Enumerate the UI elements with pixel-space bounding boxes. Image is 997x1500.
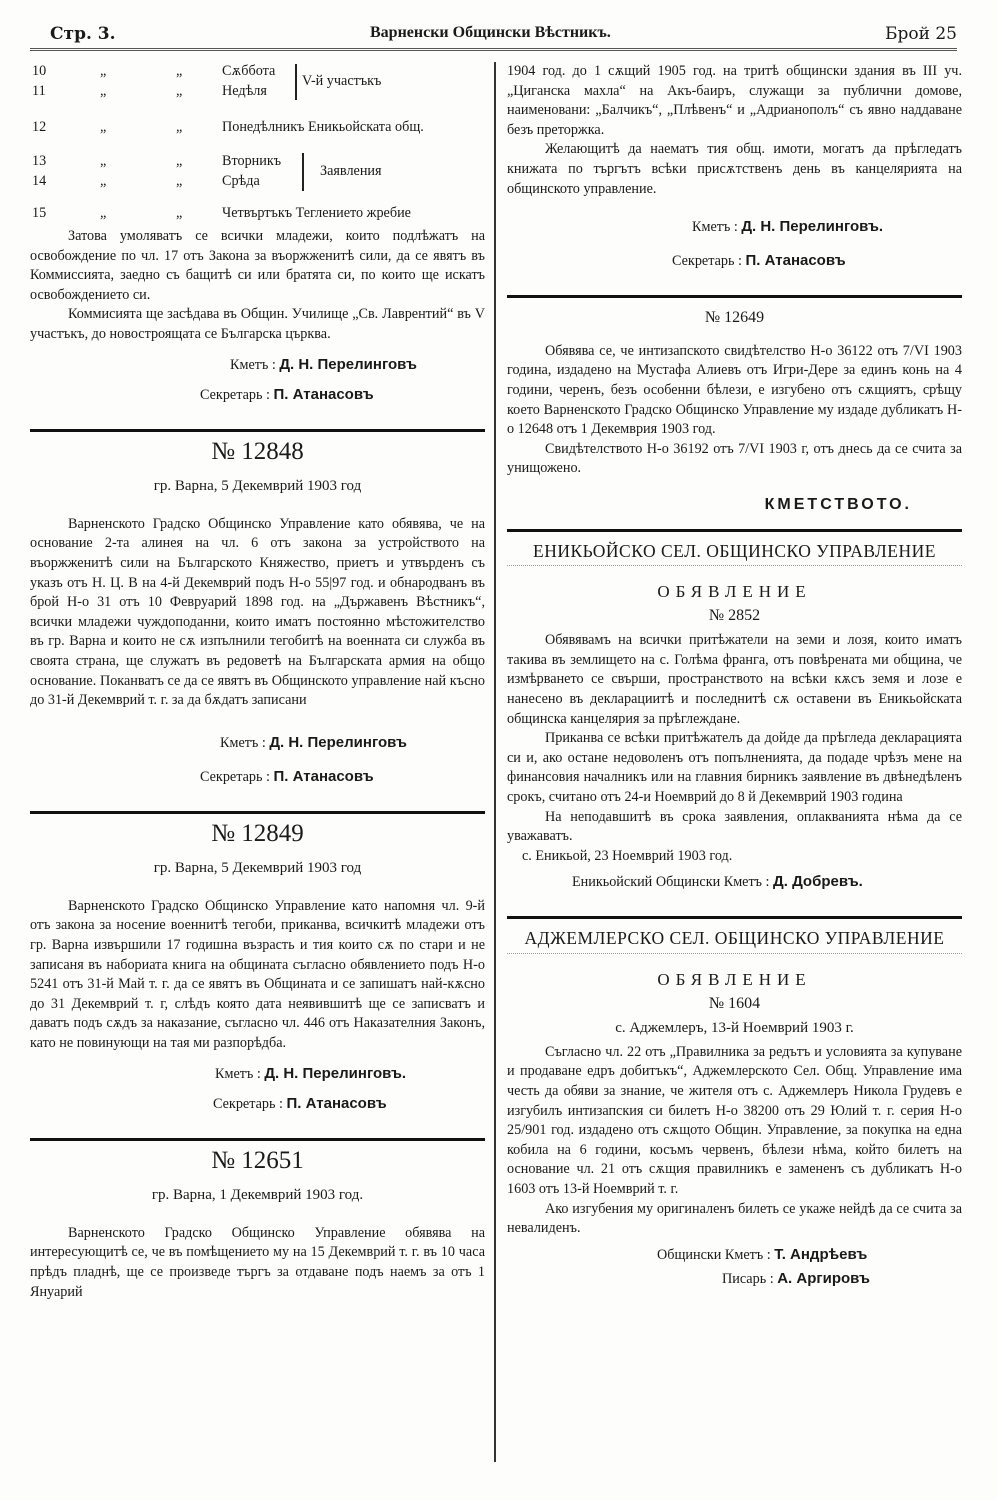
- section-rule: [30, 1138, 485, 1141]
- schedule-brace: [295, 64, 297, 100]
- paragraph: Свидѣтелството Н-о 36192 отъ 7/VI 1903 г, отъ днесь да се счита за унищожено.: [507, 440, 962, 477]
- schedule-num: 14: [32, 173, 47, 189]
- schedule-day: Срѣда: [222, 173, 260, 189]
- page-number: Стр. 3.: [50, 24, 116, 44]
- signature-name: П. Атанасовъ: [273, 767, 374, 785]
- paragraph: 1904 год. до 1 сѫщий 1905 год. на тритѣ общински здания въ III уч. „Циганска махла“ на Акъ-баиръ, служащи за публични домове, наименовани: „Балчикъ“, „Плѣвенъ“ и „Адрианополъ“ съ явно наддаване безъ преторжка.: [507, 63, 962, 138]
- section-rule: [507, 529, 962, 532]
- signature-role: Секретарь :: [200, 768, 270, 785]
- paragraph: Варненското Градско Общинско Управление обявява на интересующитѣ се, че въ помѣщението му на 15 Декемврий т. г. въ 10 часа прѣдъ пладнѣ, ще се произведе търгъ за отдаване подъ наемъ за отъ 1 Януарий: [30, 1224, 485, 1300]
- signature-role: Кметъ :: [220, 734, 266, 751]
- signature-role: Писарь :: [722, 1270, 774, 1287]
- notice-number: № 12649: [704, 309, 765, 327]
- column-divider: [494, 62, 496, 1462]
- section-heading: АДЖЕМЛЕРСКО СЕЛ. ОБЩИНСКО УПРАВЛЕНИЕ: [507, 929, 962, 954]
- ditto-mark: „: [100, 119, 107, 135]
- schedule-note: Заявления: [320, 163, 382, 179]
- schedule-row: [30, 82, 485, 102]
- schedule-num: 10: [32, 63, 47, 79]
- notice-number: № 12849: [211, 819, 304, 847]
- paragraph: На неподавшитѣ въ срока заявления, оплакванията нѣма да се уважаватъ.: [507, 808, 962, 845]
- signature-role: Секретарь :: [213, 1095, 283, 1112]
- signature-name: Д. Н. Перелинговъ.: [741, 218, 884, 236]
- ditto-mark: „: [100, 83, 107, 99]
- schedule-row: [30, 118, 485, 138]
- signature-name: Д. Н. Перелинговъ: [269, 733, 407, 751]
- schedule-brace: [302, 153, 304, 191]
- page-header: [40, 20, 957, 50]
- signature-block: [507, 872, 962, 902]
- ditto-mark: „: [100, 153, 107, 169]
- schedule-day: Вторникъ: [222, 153, 282, 169]
- paragraph: Желающитѣ да наематъ тия общ. имоти, могатъ да прѣгледатъ книжата по търгътъ всѣки присѫтственъ день въ канцелярията на общинското управление.: [507, 141, 962, 197]
- notice-number: № 1604: [708, 994, 761, 1012]
- ditto-mark: „: [176, 173, 183, 189]
- signature-block: [30, 1060, 485, 1124]
- section-rule: [507, 916, 962, 919]
- notice-date: с. Аджемлеръ, 13-й Ноемврий 1903 г.: [615, 1020, 854, 1037]
- paragraph: Обявява се, че интизапското свидѣтелство Н-о 36122 отъ 7/VI 1903 година, издадено на Мустафа Алиевъ отъ Игри-Дере за единъ конь на 4 години, черенъ, безъ особенни бѣлези, е изгубено отъ сѫщиятъ, срѣщу което Варненското Градско Общинско Управление му издаде дубликатъ Н-о 12648 отъ 1 Декемврия 1903 год.: [507, 342, 962, 438]
- paragraph: Съгласно чл. 22 отъ „Правилника за редътъ и условията за купуване и продаване едръ добитъкъ“, Аджемлерското Сел. Общ. Управление има честь да обяви за знание, че жителя отъ с. Аджемлеръ Никола Грудевъ е изгубилъ интизапския си билетъ Н-о 38200 отъ 29 Юлий т. г. серия Н-о 25/901 год. издадено отъ сѫщото Общин. Управление, за покупка на една кобила на 6 години, косъмъ червенъ, бѣлези нѣма, който билетъ на основание чл. 21 отъ сѫщия правилникъ е замененъ съ дубликатъ Н-о 1603 отъ 13-й Ноемврий т. г.: [507, 1043, 962, 1197]
- signature-name: П. Атанасовъ: [286, 1094, 387, 1112]
- issue-number: Брой 25: [885, 24, 957, 44]
- schedule-num: 15: [32, 205, 47, 221]
- left-column: [30, 62, 485, 1302]
- notice-number: № 12651: [211, 1146, 304, 1174]
- signature-name: Д. Добревъ.: [773, 873, 863, 891]
- schedule-day: Сѫббота: [222, 63, 276, 79]
- signature-role: Секретарь :: [200, 386, 270, 403]
- signature-role: Секретарь :: [672, 253, 742, 270]
- right-column: [507, 62, 962, 1299]
- schedule-num: 13: [32, 153, 47, 169]
- signature-role: Кметъ :: [692, 219, 738, 236]
- signature-role: Общински Кметъ :: [657, 1246, 771, 1263]
- signature-name: Д. Н. Перелинговъ.: [264, 1064, 407, 1082]
- section-rule: [30, 811, 485, 814]
- section-heading: ЕНИКЬОЙСКО СЕЛ. ОБЩИНСКО УПРАВЛЕНИЕ: [507, 542, 962, 567]
- place-date: с. Еникьой, 23 Ноемврий 1903 год.: [522, 847, 733, 864]
- paragraph: Варненското Градско Общинско Управление като обявява, че на основание 2-та алинея на чл. 6 отъ закона за устройството на въоржженитѣ сили на Българското Княжество, приетъ и утвърденъ съ указъ отъ Н. Ц. В на 4-й Декемврий подъ Н-о 55|97 год. и обнародванъ въ брой Н-о 31 отъ 10 Февруарий 1898 год. на „Държавенъ Вѣстникъ“, всички младежи чуждоподанни, които иматъ постоянно мѣстожителство въ гр. Варна и които не сѫ изпълнили тегобитѣ на военната си служба въ своята страна, ще служатъ въ редоветѣ на Българската армия на общо основание. Поканватъ се да се явятъ въ Общинското управление най късно до 31-й Декемврий т. г. за да бѫдатъ записани: [30, 515, 485, 709]
- signature-role: Еникьойский Общински Кметъ :: [572, 874, 770, 891]
- signature-name: П. Атанасовъ: [273, 385, 374, 403]
- signature-name: А. Аргировъ: [777, 1269, 870, 1287]
- ditto-mark: „: [176, 83, 183, 99]
- schedule-day: Понедѣлникъ Еникьойската общ.: [222, 119, 424, 135]
- signature-block: [30, 717, 485, 797]
- paragraph: Коммисията ще засѣдава въ Общин. Училище „Св. Лаврентий“ въ V участъкъ, до новостроящата се Българска църква.: [30, 306, 485, 342]
- ditto-mark: „: [176, 119, 183, 135]
- ditto-mark: „: [100, 63, 107, 79]
- schedule-num: 11: [32, 83, 46, 99]
- notice-number: № 2852: [708, 606, 761, 624]
- notice-date: гр. Варна, 5 Декемврий 1903 год: [153, 860, 362, 877]
- paragraph: Варненското Градско Общинско Управление като напомня чл. 9-й отъ закона за носение военнитѣ тегоби, приканва, всичкитѣ младежи отъ гр. Варна извършили 17 годишна възрасть и тия които сѫ по стари и не записаня въ набориата книга на общината съгласно обявлението подъ Н-о 5241 отъ 31-й Май т. г. да се явятъ въ Общината и се запишатъ най-кѫсно до 31 Декемврий т. г, слѣдъ която дата неявившитѣ ще се записватъ и даватъ подъ сѫдъ за наказание, съгласно чл. 446 отъ Наказателния Законъ, като не повинующи на тая ми разпорѣдба.: [30, 897, 485, 1052]
- section-subheading: ОБЯВЛЕНИЕ: [657, 970, 812, 989]
- signature-name: П. Атанасовъ: [745, 252, 846, 270]
- schedule-day: Четвъртъкъ Теглението жребие: [222, 205, 411, 221]
- signature-name: Т. Андрѣевъ: [774, 1245, 868, 1263]
- section-subheading: ОБЯВЛЕНИЕ: [657, 582, 812, 602]
- signature-role: Кметъ :: [230, 356, 276, 373]
- schedule-num: 12: [32, 119, 47, 135]
- schedule-row: [30, 152, 485, 172]
- schedule-row: [30, 172, 485, 192]
- schedule-note: V-й участъкъ: [302, 73, 382, 89]
- ditto-mark: „: [176, 63, 183, 79]
- schedule-day: Недѣля: [222, 83, 267, 99]
- ditto-mark: „: [176, 153, 183, 169]
- signature-block: [507, 205, 962, 281]
- notice-date: гр. Варна, 5 Декемврий 1903 год: [153, 478, 362, 495]
- paragraph: Затова умоляватъ се всички младежи, които подлѣжатъ на освобождение по чл. 17 отъ Закона за въоржженитѣ сили, да се явятъ въ Коммиссията, заедно съ бащитѣ си или братята си, по които ще искатъ освобождението си.: [30, 228, 485, 303]
- paragraph: Обявявамъ на всички притѣжатели на земи и лозя, които иматъ такива въ землището на с. Голѣма франга, отъ повѣрената ми община, че измѣрването се свърши, пространството на всѣки кѫсъ земя и лозе е нанесено въ декларациитѣ и последнитѣ сѫ оставени въ Еникьойската общинска канцелярия за прѣглеждане.: [507, 632, 962, 727]
- ditto-mark: „: [100, 173, 107, 189]
- schedule-row: [30, 204, 485, 224]
- signature-role: Кметъ :: [215, 1065, 261, 1082]
- schedule-table: [30, 62, 485, 227]
- ditto-mark: „: [176, 205, 183, 221]
- signature-block: [507, 1245, 962, 1299]
- section-rule: [507, 295, 962, 298]
- section-rule: [30, 429, 485, 432]
- paragraph: Приканва се всѣки притѣжателъ да дойде да прѣгледа декларацията си и, ако остане недоволенъ отъ попълненията, да подаде чрѣзъ мене на финансовия началникъ или на главния бирникъ заявление въ двѣнедѣленъ срокъ, считано отъ 24-и Ноемврий до 8 й Декемврий 1903 година: [507, 730, 962, 806]
- header-rule: [30, 48, 957, 51]
- signature-name: Д. Н. Перелинговъ: [279, 355, 417, 373]
- closing-signature: КМЕТСТВОТО.: [764, 495, 912, 513]
- schedule-row: [30, 62, 485, 82]
- notice-number: № 12848: [211, 437, 304, 465]
- paragraph: Ако изгубения му оригиналенъ билеть се укаже нейдѣ да се счита за невалиденъ.: [507, 1200, 962, 1237]
- newspaper-title: Варненски Общински Вѣстникъ.: [370, 24, 611, 41]
- signature-block: [30, 351, 485, 415]
- ditto-mark: „: [100, 205, 107, 221]
- notice-date: гр. Варна, 1 Декемврий 1903 год.: [151, 1187, 364, 1204]
